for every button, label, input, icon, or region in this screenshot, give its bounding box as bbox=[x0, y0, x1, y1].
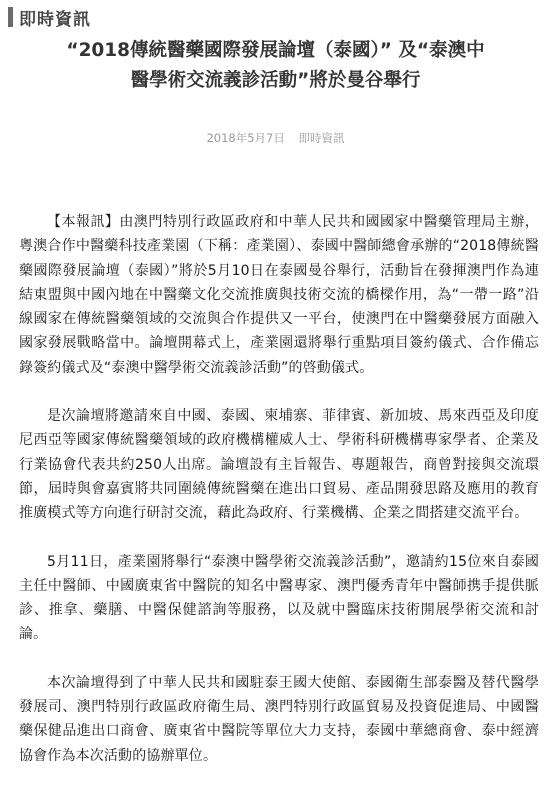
article-body bbox=[19, 210, 539, 792]
publish-date: 2018年5月7日 bbox=[206, 131, 285, 145]
section-header bbox=[8, 6, 91, 28]
article-headline bbox=[0, 36, 551, 96]
article-meta bbox=[0, 130, 551, 146]
headline-line-2: 醫學術交流義診活動”將於曼谷舉行 bbox=[130, 70, 421, 91]
article-paragraph-1: 【本報訊】由澳門特別行政區政府和中華人民共和國國家中醫藥管理局主辦，粵澳合作中醫藥科技產業園（下稱：產業園）、泰國中醫師總會承辦的“2018傳統醫藥國際發展論壇（泰國）”將於5月10日在泰國曼谷舉行，活動旨在發揮澳門作為連結東盟與中國內地在中醫藥文化交流推廣與技術交流的橋樑作用，為“一帶一路”沿線國家在傳統醫藥領域的交流與合作提供又一平台，使澳門在中醫藥發展方面融入國家發展戰略當中。論壇開幕式上，產業園還將舉行重點項目簽約儀式、合作備忘錄簽約儀式及“泰澳中醫學術交流義診活動”的啓動儀式。 bbox=[19, 214, 539, 376]
section-accent-bar bbox=[8, 7, 13, 27]
section-title: 即時資訊 bbox=[19, 9, 91, 30]
article-paragraph-4: 本次論壇得到了中華人民共和國駐泰王國大使館、泰國衛生部泰醫及替代醫學發展司、澳門特別行政區政府衛生局、澳門特別行政區貿易及投資促進局、中國醫藥保健品進出口商會、廣東省中醫院等單位大力支持，泰國中華總商會、泰中經濟協會作為本次活動的協辦單位。 bbox=[19, 674, 539, 764]
article-paragraph-3: 5月11日，產業園將舉行“泰澳中醫學術交流義診活動”，邀請約15位來自泰國主任中醫師、中國廣東省中醫院的知名中醫專家、澳門優秀青年中醫師携手提供脈診、推拿、藥膳、中醫保健諮詢等服務，以及就中醫臨床技術開展學術交流和討論。 bbox=[19, 553, 539, 643]
article-paragraph-2: 是次論壇將邀請來自中國、泰國、柬埔寨、菲律賓、新加坡、馬來西亞及印度尼西亞等國家傳統醫藥領域的政府機構權威人士、學術科研機構專家學者、企業及行業協會代表共約250人出席。論壇設有主旨報告、專題報告，商曾對接與交流環節，屆時與會嘉賓將共同圍繞傳統醫藥在進出口貿易、產品開發思路及應用的教育推廣模式等方向進行研討交流，藉此為政府、行業機構、企業之間搭建交流平台。 bbox=[19, 408, 539, 522]
headline-line-1: “2018傳統醫藥國際發展論壇（泰國）” 及“泰澳中 bbox=[66, 40, 485, 61]
category-link[interactable]: 即時資訊 bbox=[298, 131, 345, 145]
